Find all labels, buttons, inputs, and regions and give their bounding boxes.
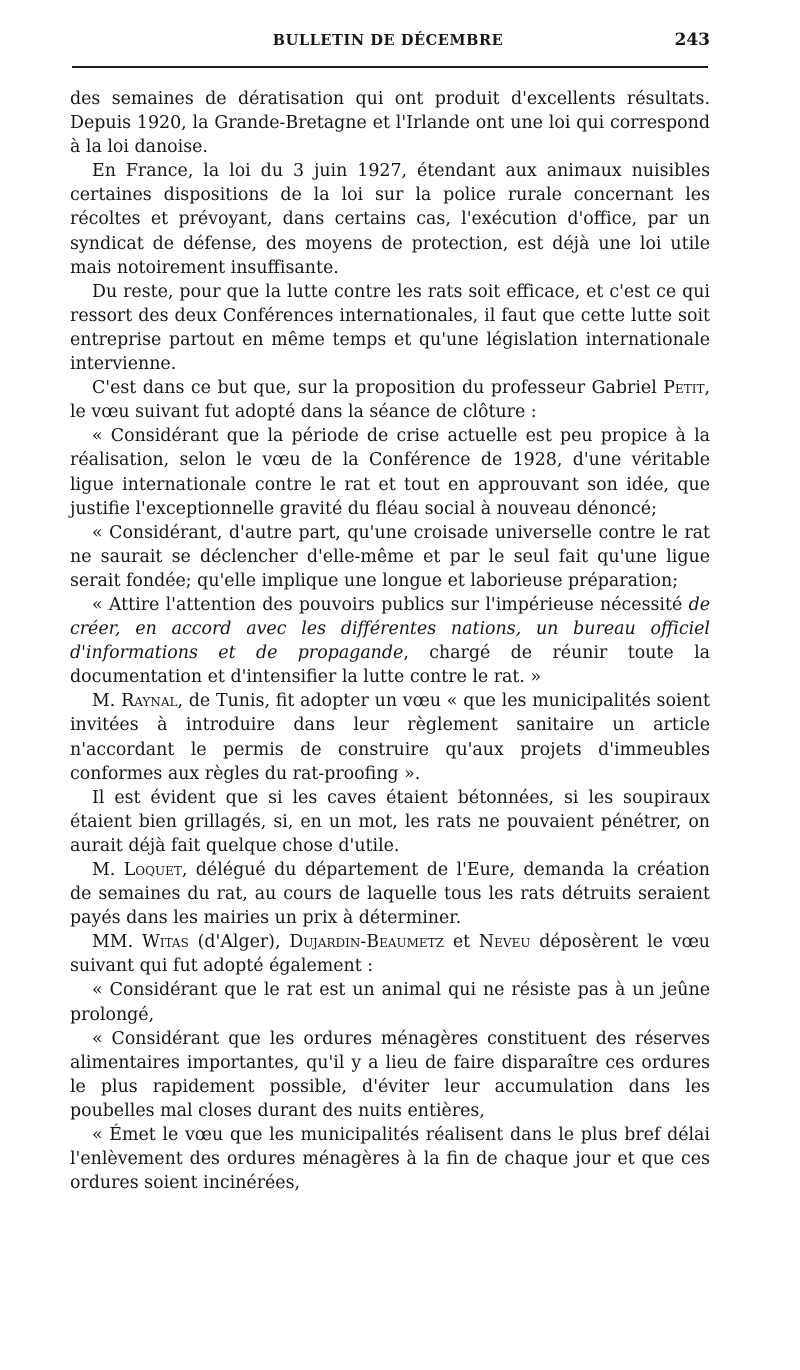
- paragraph-5: « Considérant que la période de crise actuelle est peu propice à la réalisation, selon le vœu de la Conférence de 1928, d'une véritable ligue internationale contre le rat et tout en approuvant son idée, que justifie l'exceptionnelle gravité du fléau social à nouveau dénoncé;: [70, 426, 710, 519]
- paragraph-9: Il est évident que si les caves étaient bétonnées, si les soupiraux étaient bien grillagés, si, en un mot, les rats ne pouvaient pénétrer, on aurait déjà fait quelque chose d'utile.: [70, 787, 710, 856]
- paragraph-8-text-end: , de Tunis, fit adopter un vœu « que les municipalités soient invitées à introduire dans leur règlement sanitaire un article n'accordant le permis de construire qu'aux projets d'immeubles conformes aux règles du rat-proofing ».: [70, 691, 710, 784]
- paragraph-12: « Considérant que le rat est un animal qui ne résiste pas à un jeûne prolongé,: [70, 980, 710, 1025]
- paragraph-6: « Considérant, d'autre part, qu'une croisade universelle contre le rat ne saurait se déclencher d'elle-même et par le seul fait qu'une ligue serait fondée; qu'elle implique une longue et laborieuse préparation;: [70, 522, 710, 591]
- paragraph-11: [70, 930, 710, 978]
- person-name-neveu: Neveu: [478, 932, 531, 953]
- paragraph-4-text-end: , le vœu suivant fut adopté dans la séance de clôture :: [70, 378, 710, 423]
- person-name-dujardin-beaumetz: Dujardin-Beaumetz: [289, 932, 445, 953]
- paragraph-11-text-mid2: et: [444, 932, 479, 953]
- paragraph-7-text-end: , chargé de réunir toute la documentation et d'intensifier la lutte contre le rat. »: [70, 643, 710, 688]
- paragraph-2: En France, la loi du 3 juin 1927, étendant aux animaux nuisibles certaines dispositions de la loi sur la police rurale concernant les récoltes et prévoyant, dans certains cas, l'exécution d'office, par un syndicat de défense, des moyens de protection, est déjà une loi utile mais notoirement insuffisante.: [70, 161, 710, 278]
- person-name-petit: Petit: [663, 378, 705, 399]
- person-name-raynal: Raynal: [121, 691, 178, 712]
- paragraph-4: [70, 376, 710, 424]
- person-name-loquet: Loquet: [123, 860, 182, 880]
- paragraph-10-text-end: , délégué du département de l'Eure, demanda la création de semaines du rat, au cours de laquelle tous les rats détruits seraient payés dans les mairies un prix à déterminer.: [70, 860, 710, 929]
- running-title: BULLETIN DE DÉCEMBRE: [272, 32, 504, 49]
- paragraph-11-text-end: déposèrent le vœu suivant qui fut adopté également :: [70, 932, 710, 977]
- page-number: 243: [674, 30, 710, 50]
- paragraph-3: Du reste, pour que la lutte contre les rats soit efficace, et c'est ce qui ressort des deux Conférences internationales, il faut que cette lutte soit entreprise partout en même temps et qu'une législation internationale intervienne.: [70, 281, 710, 375]
- italic-emphasis: de créer, en accord avec les différentes nations, un bureau officiel d'informations et de propagande: [70, 594, 710, 664]
- paragraph-10-text: M.: [92, 860, 124, 880]
- paragraph-4-text: C'est dans ce but que, sur la proposition du professeur Gabriel: [92, 378, 664, 399]
- paragraph-7: [70, 593, 710, 689]
- paragraph-8-text: M.: [92, 691, 122, 712]
- paragraph-13: « Considérant que les ordures ménagères constituent des réserves alimentaires importantes, qu'il y a lieu de faire disparaître ces ordures le plus rapidement possible, d'éviter leur accumulation dans les poubelles mal closes durant des nuits entières,: [70, 1028, 710, 1121]
- paragraph-11-text-mid1: (d'Alger),: [188, 932, 290, 953]
- header-rule: [72, 66, 708, 68]
- paragraph-10: [70, 858, 710, 930]
- person-name-witas: Witas: [141, 932, 189, 953]
- paragraph-1: des semaines de dératisation qui ont produit d'excellents résultats. Depuis 1920, la Grande-Bretagne et l'Irlande ont une loi qui correspond à la loi danoise.: [70, 89, 710, 158]
- paragraph-14: « Émet le vœu que les municipalités réalisent dans le plus bref délai l'enlèvement des ordures ménagères à la fin de chaque jour et que ces ordures soient incinérées,: [70, 1125, 710, 1194]
- page-header: [66, 32, 710, 56]
- paragraph-7-text: « Attire l'attention des pouvoirs publics sur l'impérieuse nécessité: [92, 594, 689, 615]
- paragraph-8: [70, 689, 710, 785]
- body-text: [70, 87, 710, 1195]
- paragraph-11-text: MM.: [92, 932, 142, 953]
